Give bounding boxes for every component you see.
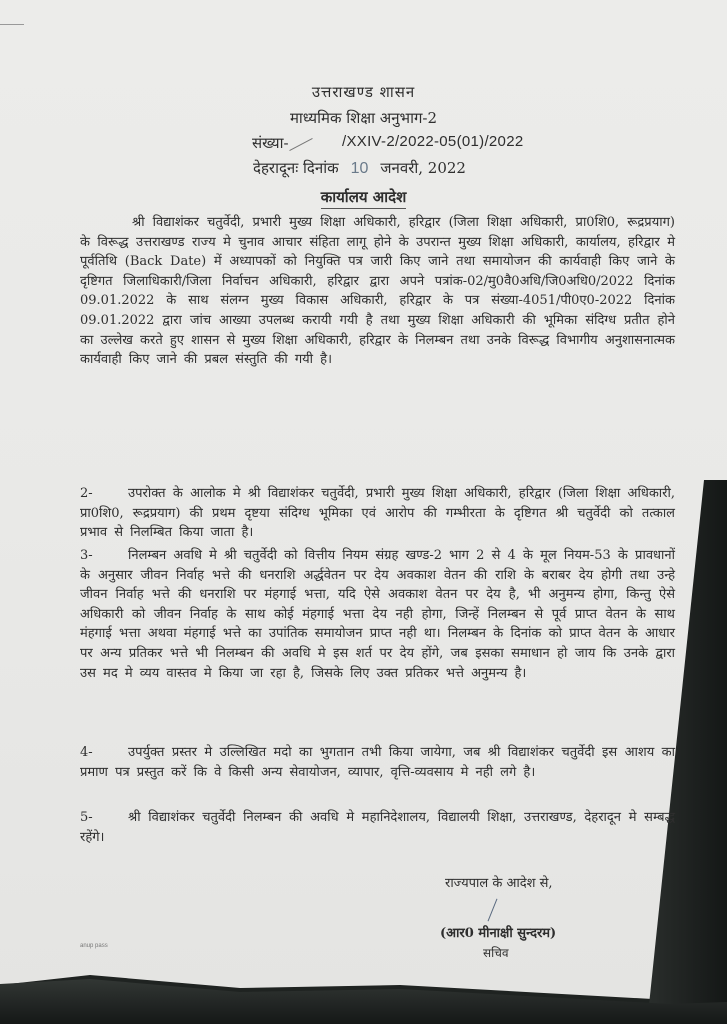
paragraph-1 (80, 213, 675, 370)
paragraph-text: श्री विद्याशंकर चतुर्वेदी, प्रभारी मुख्य शिक्षा अधिकारी, हरिद्वार (जिला शिक्षा अधिकारी, प्रा0शि0, रूद्रप्रयाग) के विरूद्ध उत्तराखण्ड राज्य मे चुनाव आचार संहिता लागू होने के उपरान्त मुख्य शिक्षा अधिकारी, कार्यालय, हरिद्वार मे पूर्वतिथि (Back Date) में अध्यापकों को नियुक्ति पत्र जारी किए जाने तथा समायोजन की कार्यवाही किए जाने के दृष्टिगत जिलाधिकारी/जिला निर्वाचन अधिकारी, हरिद्वार द्वारा अपने पत्रांक-02/मु0वै0अधि/जि0अधि0/2022 दिनांक 09.01.2022 के साथ संलग्न मुख्य विकास अधिकारी, हरिद्वार के पत्र संख्या-4051/पी0ए0-2022 दिनांक 09.01.2022 द्वारा जांच आख्या उपलब्ध करायी गयी है तथा मुख्य शिक्षा अधिकारी की भूमिका संदिग्ध प्रतीत होने का उल्लेख करते हुए शासन से मुख्य शिक्षा अधिकारी, हरिद्वार के निलम्बन तथा उनके विरूद्ध विभागीय अनुशासनात्मक कार्यवाही किए जाने की प्रबल संस्तुति की गयी है। (80, 215, 675, 368)
paragraph-number: 4- (80, 745, 93, 760)
date-prefix: देहरादूनः दिनांक (253, 159, 339, 177)
paragraph-5 (80, 808, 675, 847)
paragraph-number: 2- (80, 486, 93, 501)
signature-order-line: राज्यपाल के आदेश से, (445, 876, 553, 891)
paragraph-number: 3- (80, 548, 93, 563)
paragraph-text: निलम्बन अवधि मे श्री चतुर्वेदी को वित्तीय नियम संग्रह खण्ड-2 भाग 2 से 4 के मूल नियम-53 के प्रावधानों के अनुसार जीवन निर्वाह भत्ते की धनराशि अर्द्धवेतन पर देय अवकाश वेतन की राशि के बराबर देय होगी तथा उन्हे जीवन निर्वाह भत्ते की धनराशि पर मंहगाई भत्ता, यदि ऐसे अवकाश वेतन पर देय है, भी अनुमन्य होगा, किन्तु ऐसे अधिकारी को जीवन निर्वाह के साथ कोई मंहगाई भत्ता देय नही होगा, जिन्हें निलम्बन से पूर्व प्राप्त वेतन के साथ मंहगाई भत्ता अथवा मंहगाई भत्ते का उपांतिक समायोजन प्राप्त नही था। निलम्बन के दिनांक को प्राप्त वेतन के आधार पर अन्य प्रतिकर भत्ते भी निलम्बन की अवधि मे इस शर्त पर देय होंगे, जब इसका समाधान हो जाय कि उनके द्वारा उस मद मे व्यय वास्तव मे किया जा रहा है, जिसके लिए उक्त प्रतिकर भत्ते अनुमन्य है। (80, 548, 675, 681)
order-title-text: कार्यालय आदेश (321, 188, 407, 209)
paragraph-text: उपर्युक्त प्रस्तर मे उल्लिखित मदो का भुगतान तभी किया जायेगा, जब श्री विद्याशंकर चतुर्वेदी इस आशय का प्रमाण पत्र प्रस्तुत करें कि वे किसी अन्य सेवायोजन, व्यापार, वृत्ति-व्यवसाय मे नही लगे है। (80, 745, 675, 780)
paragraph-3 (80, 546, 675, 683)
paper-edge-mark (0, 24, 24, 25)
section-name: माध्यमिक शिक्षा अनुभाग-2 (289, 109, 438, 127)
signatory-designation: सचिव (483, 946, 509, 960)
paragraph-2 (80, 484, 675, 543)
footer-tag: anup pass (80, 943, 108, 949)
paragraph-text: उपरोक्त के आलोक मे श्री विद्याशंकर चतुर्वेदी, प्रभारी मुख्य शिक्षा अधिकारी, हरिद्वार (जिला शिक्षा अधिकारी, प्रा0शि0, रूद्रप्रयाग) की प्रथम दृष्टया संदिग्ध भूमिका एवं आरोप की गम्भीरता के दृष्टिगत श्री चतुर्वेदी को तत्काल प्रभाव से निलम्बित किया जाता है। (80, 486, 675, 541)
signatory-name: (आर0 मीनाक्षी सुन्दरम) (440, 926, 557, 941)
paragraph-text: श्री विद्याशंकर चतुर्वेदी निलम्बन की अवधि मे महानिदेशालय, विद्यालयी शिक्षा, उत्तराखण्ड, देहरादून मे सम्बद्ध रहेंगे। (80, 810, 675, 845)
date-month-year: जनवरी, 2022 (380, 159, 466, 177)
government-name: उत्तराखण्ड शासन (311, 83, 416, 101)
paragraph-4 (80, 743, 675, 782)
order-title (0, 187, 727, 207)
reference-number: /XXIV-2/2022-05(01)/2022 (342, 133, 524, 150)
date-line (253, 158, 466, 178)
date-day-handwritten: 10 (350, 160, 369, 177)
reference-label: संख्या- (252, 134, 289, 152)
paragraph-number: 5- (80, 810, 93, 825)
